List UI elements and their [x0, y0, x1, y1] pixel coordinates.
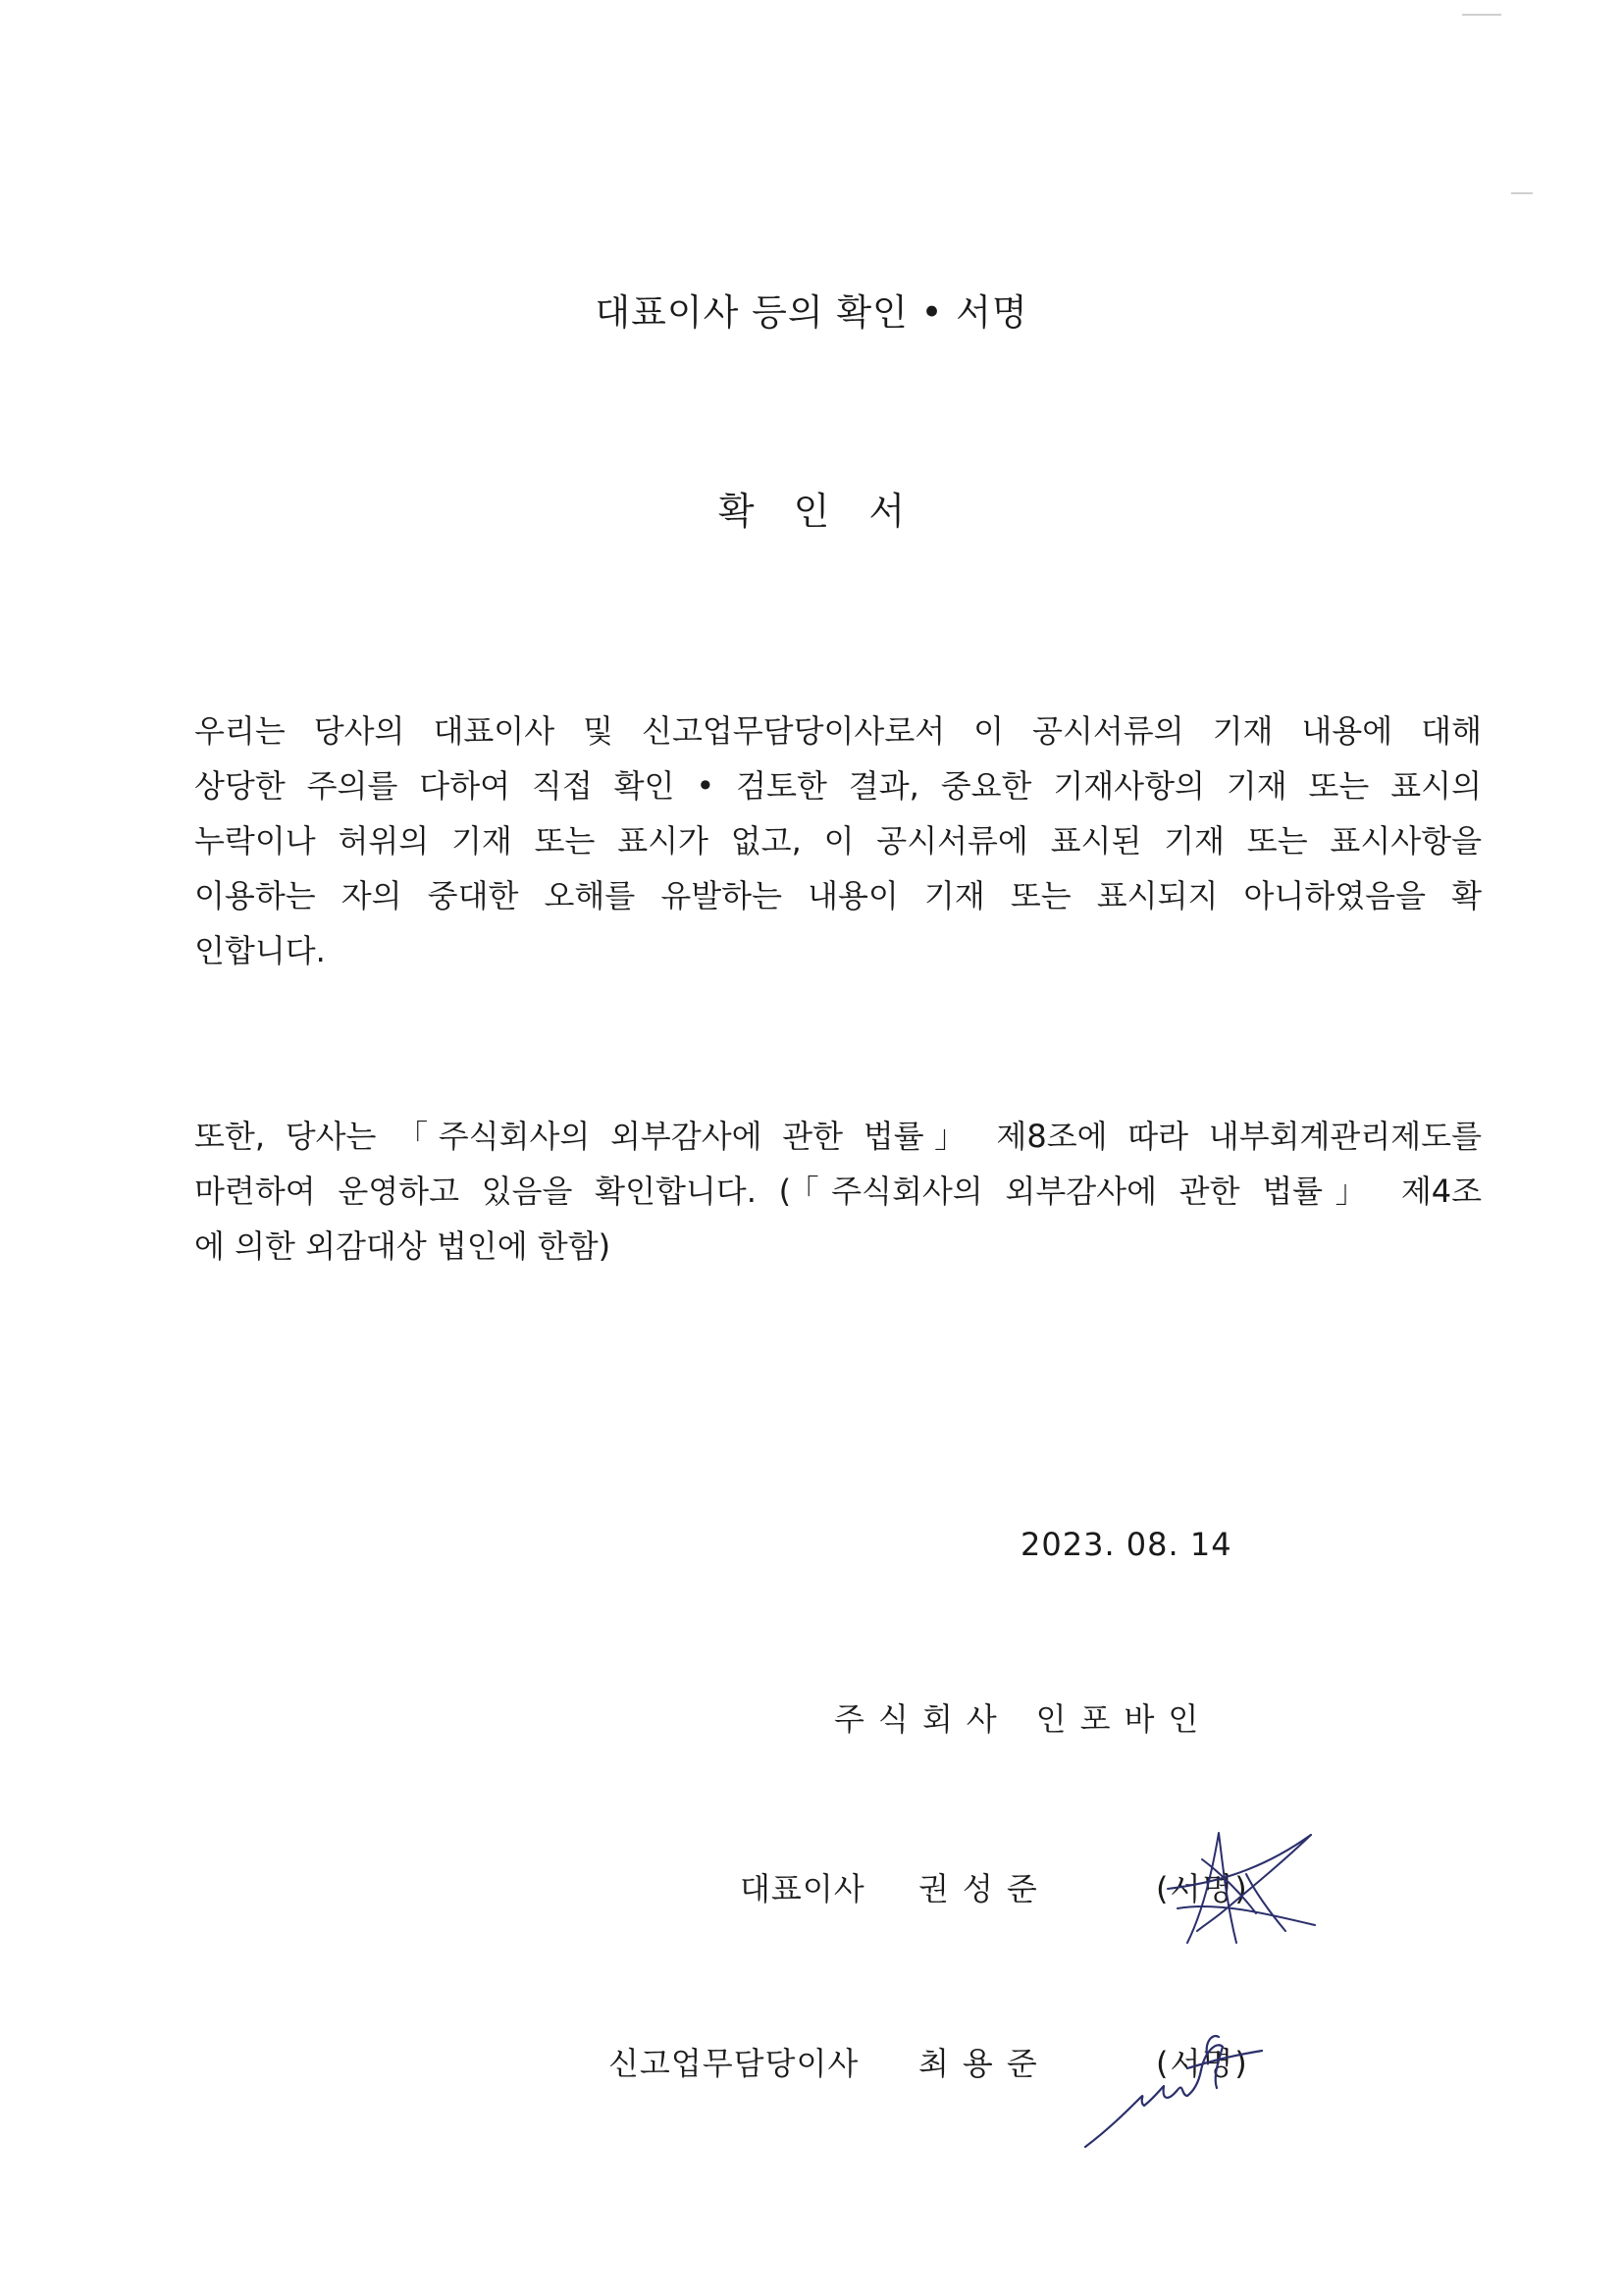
paragraph-line: 에 의한 외감대상 법인에 한함) [194, 1227, 611, 1265]
signature-label: (서명) [1156, 2045, 1249, 2082]
reporting-officer-signature-row [0, 2039, 1623, 2098]
signature-label: (서명) [1156, 1870, 1249, 1907]
paragraph-line: 누락이나 허위의 기재 또는 표시가 없고, 이 공시서류에 표시된 기재 또는 표시사항을 [194, 822, 1482, 860]
paragraph-line: 또한, 당사는 「주식회사의 외부감사에 관한 법률」 제8조에 따라 내부회계관리제도를 [194, 1118, 1482, 1155]
company-title: 인포바인 [1035, 1700, 1213, 1738]
officer-handwritten-signature [1070, 2011, 1285, 2159]
signatory-name: 최용준 [918, 2045, 1051, 2082]
signatory-role: 대표이사 [740, 1870, 865, 1907]
paragraph-line: 마련하여 운영하고 있음을 확인합니다. (「주식회사의 외부감사에 관한 법률」 제4조 [194, 1173, 1482, 1210]
paragraph-line: 인합니다. [194, 932, 326, 969]
company-name [834, 1695, 1212, 1740]
paragraph-line: 우리는 당사의 대표이사 및 신고업무담당이사로서 이 공시서류의 기재 내용에 대해 [194, 712, 1482, 750]
document-title: 확 인 서 [717, 490, 919, 533]
internal-control-paragraph [194, 1109, 1482, 1274]
paragraph-line: 상당한 주의를 다하여 직접 확인 • 검토한 결과, 중요한 기재사항의 기재 또는 표시의 [194, 767, 1482, 805]
scan-artifact [1462, 14, 1501, 16]
ceo-handwritten-signature [1128, 1815, 1325, 1962]
ceo-signature-row [0, 1864, 1623, 1923]
page-title: 대표이사 등의 확인 • 서명 [595, 291, 1028, 334]
company-type: 주식회사 [834, 1700, 1011, 1738]
signatory-name: 권성준 [918, 1870, 1051, 1907]
paragraph-line: 이용하는 자의 중대한 오해를 유발하는 내용이 기재 또는 표시되지 아니하였음을 확 [194, 877, 1482, 914]
scan-artifact [1511, 192, 1533, 194]
document-date: 2023. 08. 14 [1021, 1526, 1232, 1563]
confirmation-paragraph [194, 704, 1482, 978]
signatory-role: 신고업무담당이사 [608, 2045, 860, 2082]
